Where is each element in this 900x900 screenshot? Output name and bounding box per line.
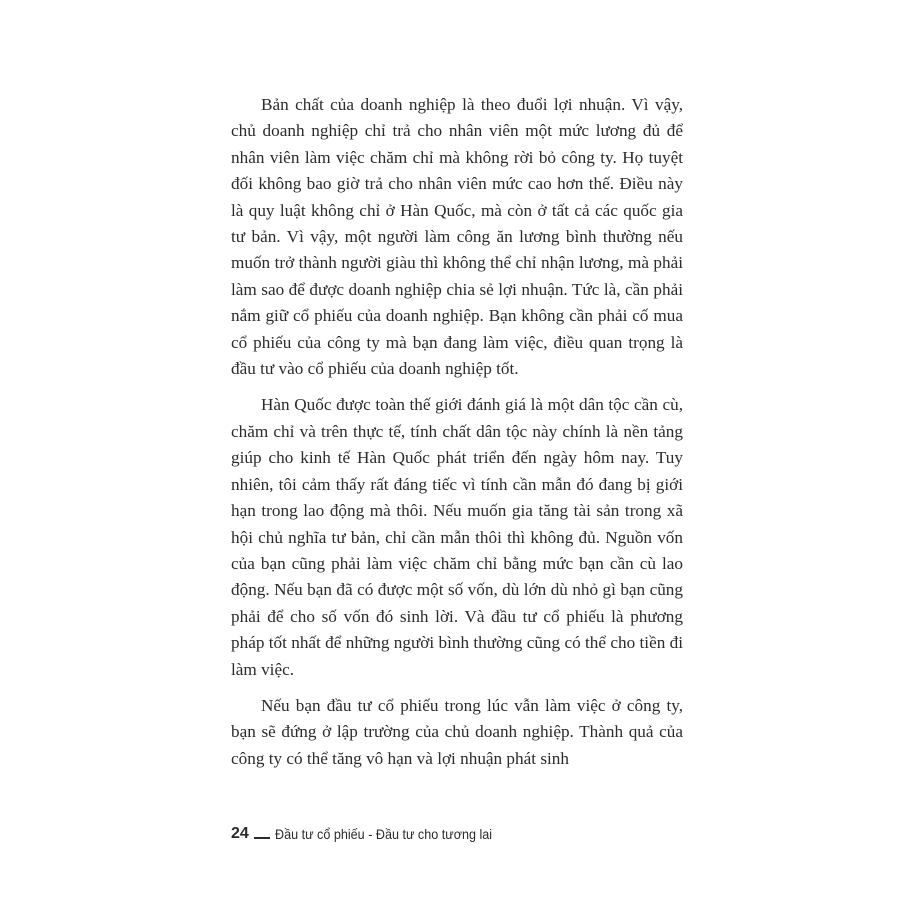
body-text <box>231 92 683 782</box>
paragraph-2: Hàn Quốc được toàn thế giới đánh giá là một dân tộc cần cù, chăm chỉ và trên thực tế, tính chất dân tộc này chính là nền tảng giúp cho kinh tế Hàn Quốc phát triển đến ngày hôm nay. Tuy nhiên, tôi cảm thấy rất đáng tiếc vì tính cần mẫn đó đang bị giới hạn trong lao động mà thôi. Nếu muốn gia tăng tài sản trong xã hội chủ nghĩa tư bản, chỉ cần mẫn thôi thì không đủ. Nguồn vốn của bạn cũng phải làm việc chăm chỉ bằng mức bạn cần cù lao động. Nếu bạn đã có được một số vốn, dù lớn dù nhỏ gì bạn cũng phải để cho số vốn đó sinh lời. Và đầu tư cổ phiếu là phương pháp tốt nhất để những người bình thường cũng có thể cho tiền đi làm việc. <box>231 395 683 679</box>
paragraph-1: Bản chất của doanh nghiệp là theo đuổi lợi nhuận. Vì vậy, chủ doanh nghiệp chỉ trả cho nhân viên một mức lương đủ để nhân viên làm việc chăm chỉ mà không rời bỏ công ty. Họ tuyệt đối không bao giờ trả cho nhân viên mức cao hơn thế. Điều này là quy luật không chỉ ở Hàn Quốc, mà còn ở tất cả các quốc gia tư bản. Vì vậy, một người làm công ăn lương bình thường nếu muốn trở thành người giàu thì không thể chỉ nhận lương, mà phải làm sao để được doanh nghiệp chia sẻ lợi nhuận. Tức là, cần phải nắm giữ cổ phiếu của doanh nghiệp. Bạn không cần phải cố mua cổ phiếu của công ty mà bạn đang làm việc, điều quan trọng là đầu tư vào cổ phiếu của doanh nghiệp tốt. <box>231 95 683 379</box>
page-footer <box>231 825 516 843</box>
footer-divider <box>254 837 270 839</box>
page-number: 24 <box>231 825 249 842</box>
running-title: Đầu tư cổ phiếu - Đầu tư cho tương lai <box>274 826 492 842</box>
paragraph-3: Nếu bạn đầu tư cổ phiếu trong lúc vẫn làm việc ở công ty, bạn sẽ đứng ở lập trường của chủ doanh nghiệp. Thành quả của công ty có thể tăng vô hạn và lợi nhuận phát sinh <box>231 695 683 768</box>
